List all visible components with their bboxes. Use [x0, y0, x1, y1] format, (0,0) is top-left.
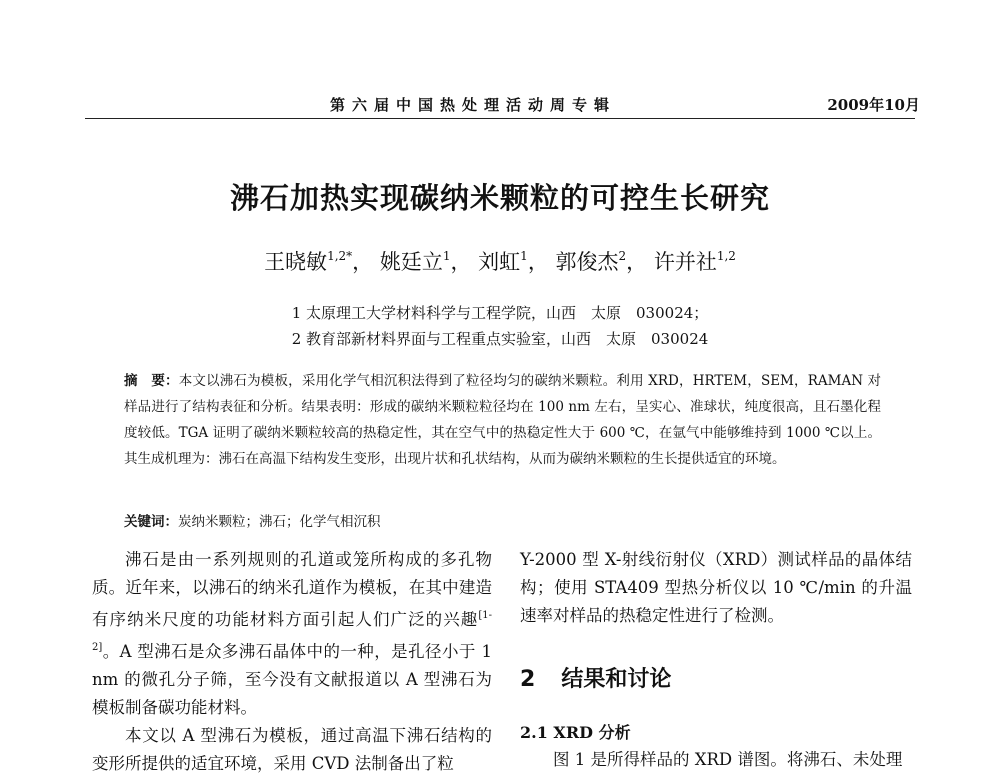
section-number: 2 [520, 667, 536, 692]
author-list [0, 246, 1000, 276]
author-separator: ， [626, 250, 648, 274]
keywords-label: 关键词： [124, 514, 178, 530]
header-divider [85, 118, 915, 119]
author-affil-mark: 1,2* [327, 249, 353, 263]
author-affil-mark: 1 [442, 249, 451, 263]
intro-paragraph-1 [92, 546, 492, 722]
citation-ref: [1-2] [92, 610, 492, 653]
author-name: 郭俊杰 [555, 250, 619, 274]
section-heading [520, 662, 671, 693]
keywords-text: 炭纳米颗粒；沸石；化学气相沉积 [178, 514, 381, 530]
author-separator: ， [527, 250, 549, 274]
intro-text-cont: 。A 型沸石是众多沸石晶体中的一种，是孔径小于 1 nm 的微孔分子筛，至今没有文献报道以 A 型沸石为模板制备碳功能材料。 [92, 642, 492, 717]
left-column [92, 546, 492, 778]
author-affil-mark: 1 [520, 249, 528, 263]
author-affil-mark: 1,2 [716, 249, 736, 263]
abstract-text: 本文以沸石为模板，采用化学气相沉积法得到了粒径均匀的碳纳米颗粒。利用 XRD，HRTEM，SEM，RAMAN 对样品进行了结构表征和分析。结果表明：形成的碳纳米颗粒粒径均在 100 nm 左右，呈实心、准球状，纯度很高，且石墨化程度较低。TGA 证明了碳纳米颗粒较高的热稳定性，其在空气中的热稳定性大于 600 ℃，在氩气中能够维持到 1000 ℃以上。其生成机理为：沸石在高温下结构发生变形，出现片状和孔状结构，从而为碳纳米颗粒的生长提供适宜的环境。 [124, 373, 881, 467]
intro-paragraph-2: 本文以 A 型沸石为模板，通过高温下沸石结构的变形所提供的适宜环境，采用 CVD 法制备出了粒 [92, 726, 492, 773]
journal-header: 第六届中国热处理活动周专辑 [330, 96, 617, 114]
keywords [124, 510, 381, 530]
right-column-top [520, 546, 912, 630]
author-name: 许并社 [653, 250, 717, 274]
intro-text: 沸石是由一系列规则的孔道或笼所构成的多孔物质。近年来，以沸石的纳米孔道作为模板，在其中建造有序纳米尺度的功能材料方面引起人们广泛的兴趣 [92, 550, 492, 629]
author-name: 姚廷立 [379, 250, 443, 274]
issue-date: 2009年10月 [827, 96, 920, 114]
author-separator: ， [450, 250, 472, 274]
abstract [124, 368, 881, 472]
author-name: 刘虹 [478, 250, 521, 274]
author-separator: ， [352, 250, 374, 274]
abstract-label: 摘 要： [124, 373, 179, 389]
methods-paragraph: Y-2000 型 X-射线衍射仪（XRD）测试样品的晶体结构；使用 STA409 型热分析仪以 10 ℃/min 的升温速率对样品的热稳定性进行了检测。 [520, 550, 912, 625]
xrd-paragraph: 图 1 是所得样品的 XRD 谱图。将沸石、未处理 [553, 750, 903, 769]
section-title: 结果和讨论 [561, 667, 672, 692]
affiliation-1: 1 太原理工大学材料科学与工程学院，山西 太原 030024； [291, 304, 709, 322]
paper-title: 沸石加热实现碳纳米颗粒的可控生长研究 [229, 181, 770, 215]
author-affil-mark: 2 [618, 249, 627, 263]
affiliation-2: 2 教育部新材料界面与工程重点实验室，山西 太原 030024 [291, 330, 709, 348]
subsection-heading: 2.1 XRD 分析 [520, 723, 631, 742]
author-name: 王晓敏 [264, 250, 328, 274]
